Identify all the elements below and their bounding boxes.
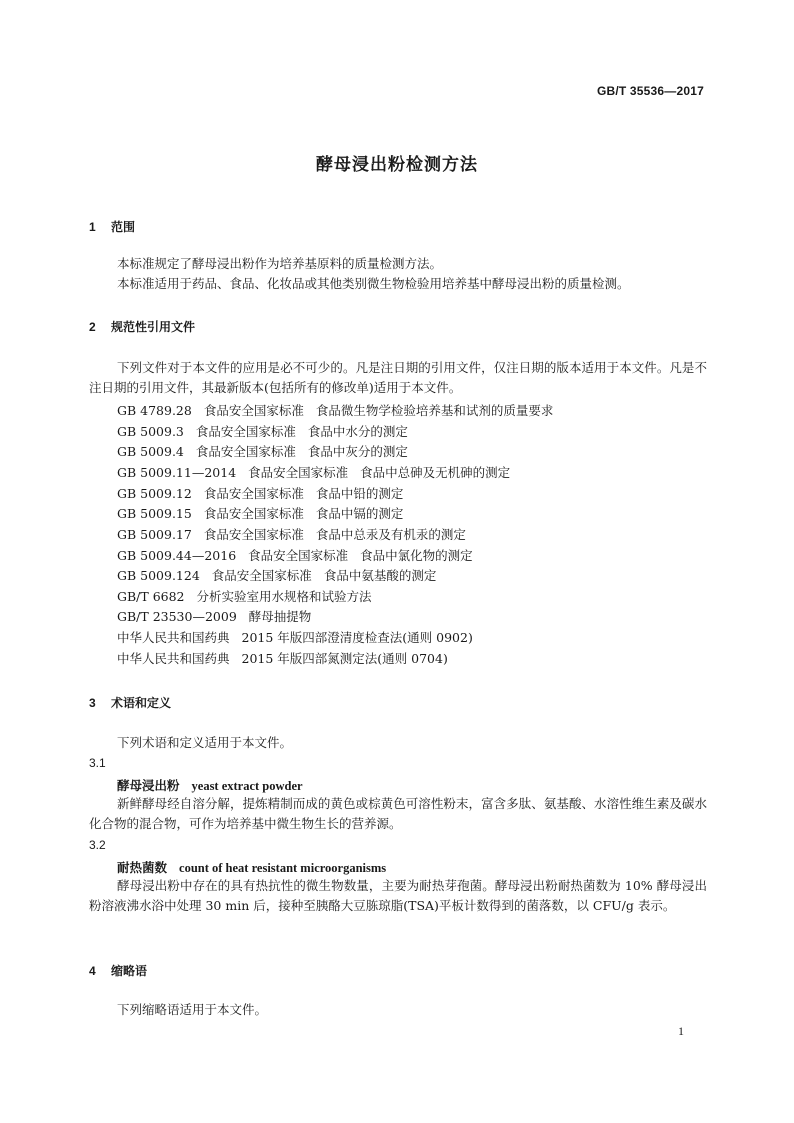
reference-item bbox=[117, 566, 436, 584]
term-definition: 新鲜酵母经自溶分解，提炼精制而成的黄色或棕黄色可溶性粉末，富含多肽、氨基酸、水溶性维生素及碳水化合物的混合物，可作为培养基中微生物生长的营养源。 bbox=[89, 796, 707, 831]
section-number: 3 bbox=[89, 696, 96, 710]
reference-subtitle: 食品中氯化物的测定 bbox=[360, 548, 473, 563]
reference-title: 2015 年版四部氮测定法(通则 0704) bbox=[241, 651, 448, 666]
section-title: 规范性引用文件 bbox=[111, 320, 196, 334]
reference-item bbox=[117, 546, 473, 564]
reference-code: GB 5009.11—2014 bbox=[117, 465, 237, 480]
reference-title: 食品安全国家标准 bbox=[195, 444, 296, 459]
standard-code: GB/T 35536—2017 bbox=[596, 84, 704, 98]
section-title: 术语和定义 bbox=[111, 696, 172, 710]
reference-item bbox=[117, 422, 408, 440]
reference-subtitle: 食品中总砷及无机砷的测定 bbox=[360, 465, 511, 480]
reference-item bbox=[117, 628, 473, 646]
term-number: 3.2 bbox=[89, 838, 106, 852]
reference-title: 食品安全国家标准 bbox=[203, 403, 304, 418]
reference-item bbox=[117, 525, 466, 543]
section-4-heading bbox=[89, 962, 147, 979]
reference-subtitle: 食品中灰分的测定 bbox=[307, 444, 408, 459]
reference-code: GB 5009.12 bbox=[117, 486, 192, 501]
reference-code: GB 5009.44—2016 bbox=[117, 548, 237, 563]
section-title: 缩略语 bbox=[111, 964, 148, 978]
reference-code: 中华人民共和国药典 bbox=[117, 630, 230, 645]
section-number: 1 bbox=[89, 220, 96, 234]
term-english: count of heat resistant microorganisms bbox=[179, 861, 387, 875]
section-1-heading bbox=[89, 218, 135, 235]
reference-item bbox=[117, 607, 311, 625]
scope-paragraph-2: 本标准适用于药品、食品、化妆品或其他类别微生物检验用培养基中酵母浸出粉的质量检测。 bbox=[117, 276, 630, 291]
reference-code: GB 5009.3 bbox=[117, 424, 184, 439]
reference-title: 酵母抽提物 bbox=[248, 609, 312, 624]
reference-item bbox=[117, 504, 403, 522]
reference-title: 食品安全国家标准 bbox=[203, 506, 304, 521]
section-number: 2 bbox=[89, 320, 96, 334]
reference-title: 食品安全国家标准 bbox=[203, 527, 304, 542]
term-heading bbox=[117, 776, 303, 794]
reference-code: GB/T 6682 bbox=[117, 589, 185, 604]
terms-intro: 下列术语和定义适用于本文件。 bbox=[117, 735, 293, 750]
reference-title: 食品安全国家标准 bbox=[203, 486, 304, 501]
reference-code: GB 5009.124 bbox=[117, 568, 200, 583]
reference-subtitle: 食品中总汞及有机汞的测定 bbox=[315, 527, 466, 542]
term-chinese: 耐热菌数 bbox=[117, 860, 168, 875]
term-chinese: 酵母浸出粉 bbox=[117, 778, 180, 793]
reference-item bbox=[117, 587, 372, 605]
reference-title: 食品安全国家标准 bbox=[195, 424, 296, 439]
reference-item bbox=[117, 442, 408, 460]
reference-title: 食品安全国家标准 bbox=[211, 568, 312, 583]
reference-subtitle: 食品微生物学检验培养基和试剂的质量要求 bbox=[315, 403, 554, 418]
section-title: 范围 bbox=[111, 220, 136, 234]
reference-code: 中华人民共和国药典 bbox=[117, 651, 230, 666]
term-english: yeast extract powder bbox=[191, 779, 303, 793]
page-number: 1 bbox=[678, 1024, 684, 1038]
section-number: 4 bbox=[89, 964, 96, 978]
reference-code: GB/T 23530—2009 bbox=[117, 609, 237, 624]
abbreviations-intro: 下列缩略语适用于本文件。 bbox=[117, 1002, 268, 1017]
term-heading bbox=[117, 858, 386, 876]
document-title: 酵母浸出粉检测方法 bbox=[316, 155, 478, 175]
term-number: 3.1 bbox=[89, 756, 106, 770]
reference-subtitle: 食品中铅的测定 bbox=[315, 486, 404, 501]
reference-item bbox=[117, 463, 510, 481]
reference-title: 分析实验室用水规格和试验方法 bbox=[196, 589, 372, 604]
references-intro: 下列文件对于本文件的应用是必不可少的。凡是注日期的引用文件，仅注日期的版本适用于本文件。凡是不注日期的引用文件，其最新版本(包括所有的修改单)适用于本文件。 bbox=[89, 360, 707, 395]
reference-title: 食品安全国家标准 bbox=[248, 465, 349, 480]
reference-subtitle: 食品中镉的测定 bbox=[315, 506, 404, 521]
reference-code: GB 5009.17 bbox=[117, 527, 192, 542]
section-3-heading bbox=[89, 694, 171, 711]
reference-item bbox=[117, 484, 403, 502]
reference-code: GB 5009.15 bbox=[117, 506, 192, 521]
reference-item bbox=[117, 649, 448, 667]
reference-code: GB 4789.28 bbox=[117, 403, 192, 418]
scope-paragraph-1: 本标准规定了酵母浸出粉作为培养基原料的质量检测方法。 bbox=[117, 256, 443, 271]
reference-subtitle: 食品中水分的测定 bbox=[307, 424, 408, 439]
reference-code: GB 5009.4 bbox=[117, 444, 184, 459]
term-definition: 酵母浸出粉中存在的具有热抗性的微生物数量，主要为耐热芽孢菌。酵母浸出粉耐热菌数为 10% 酵母浸出粉溶液沸水浴中处理 30 min 后，接种至胰酪大豆胨琼脂(TSA)平板计数得到的菌落数，以 CFU/g 表示。 bbox=[89, 878, 707, 913]
reference-subtitle: 食品中氨基酸的测定 bbox=[323, 568, 437, 583]
reference-title: 2015 年版四部澄清度检查法(通则 0902) bbox=[241, 630, 473, 645]
reference-item bbox=[117, 401, 553, 419]
section-2-heading bbox=[89, 318, 195, 335]
reference-title: 食品安全国家标准 bbox=[248, 548, 349, 563]
